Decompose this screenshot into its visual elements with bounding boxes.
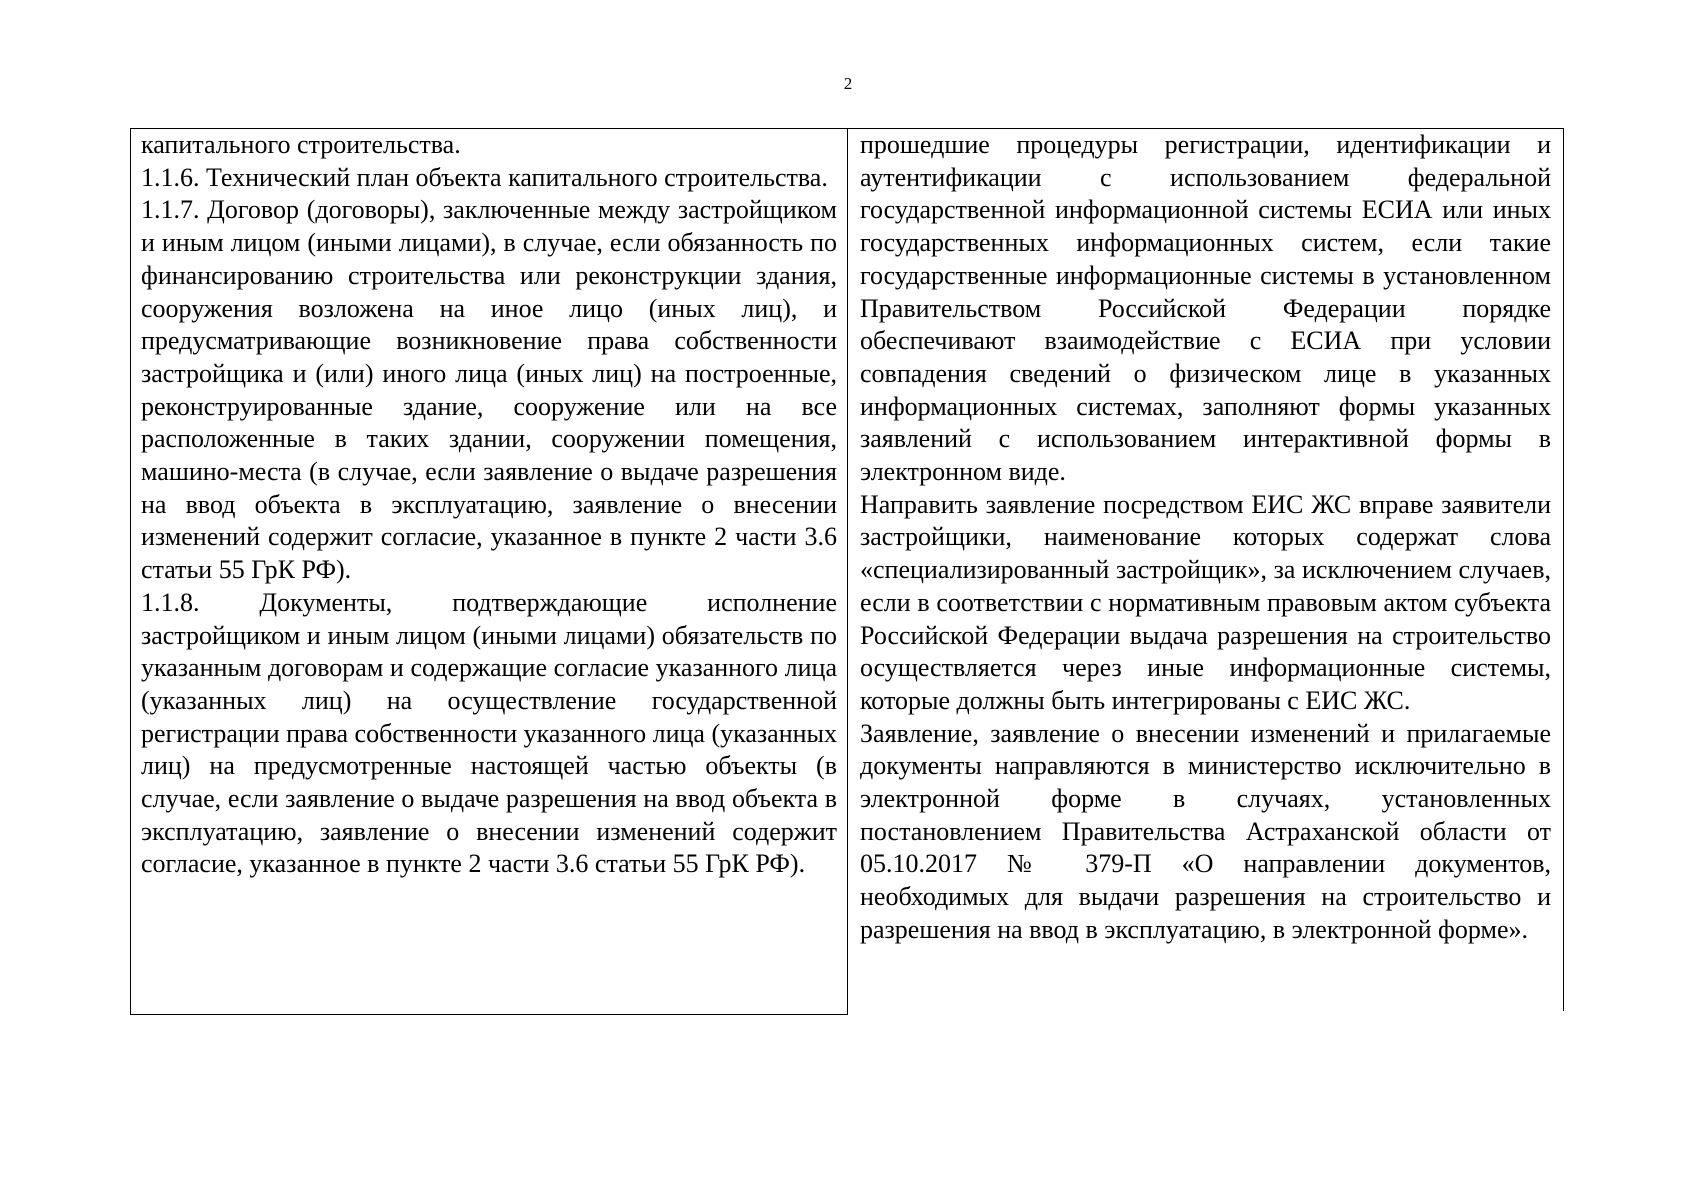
document-table: [130, 128, 1564, 1018]
left-paragraph-1-1-6: 1.1.6. Технический план объекта капитального строительства.: [141, 162, 828, 192]
right-paragraph-eis-zhs: Направить заявление посредством ЕИС ЖС вправе заявители застройщики, наименование которых содержат слова «специализированный застройщик», за исключением случаев, если в соответствии с нормативным правовым актом субъекта Российской Федерации выдача разрешения на строительство осуществляется через иные информационные системы, которые должны быть интегрированы с ЕИС ЖС.: [860, 489, 1551, 715]
right-column-text: [848, 129, 1563, 947]
left-paragraph-1-1-8: 1.1.8. Документы, подтверждающие исполнение застройщиком и иным лицом (иными лицами) обязательств по указанным договорам и содержащие согласие указанного лица (указанных лиц) на осуществление государственной регистрации права собственности указанного лица (указанных лиц) на предусмотренные настоящей частью объекты (в случае, если заявление о выдаче разрешения на ввод объекта в эксплуатацию, заявление о внесении изменений содержит согласие, указанное в пункте 2 части 3.6 статьи 55 ГрК РФ).: [141, 587, 837, 879]
right-paragraph-electronic-form: Заявление, заявление о внесении изменений и прилагаемые документы направляются в министерство исключительно в электронной форме в случаях, установленных постановлением Правительства Астраханской области от 05.10.2017 № 379-П «О направлении документов, необходимых для выдачи разрешения на строительство и разрешения на ввод в эксплуатацию, в электронной форме».: [860, 718, 1551, 944]
left-column-text: [131, 129, 847, 881]
right-column-cell: [848, 128, 1564, 1011]
right-paragraph-continuation: прошедшие процедуры регистрации, идентификации и аутентификации с использованием федеральной государственной информационной системы ЕСИА или иных государственных информационных систем, если такие государственные информационные системы в установленном Правительством Российской Федерации порядке обеспечивают взаимодействие с ЕСИА при условии совпадения сведений о физическом лице в указанных информационных системах, заполняют формы указанных заявлений с использованием интерактивной формы в электронном виде.: [860, 130, 1551, 487]
left-paragraph-continuation: капитального строительства.: [141, 130, 461, 159]
left-column-cell: [130, 128, 848, 1015]
left-paragraph-1-1-7: 1.1.7. Договор (договоры), заключенные между застройщиком и иным лицом (иными лицами), в случае, если обязанность по финансированию строительства или реконструкции здания, сооружения возложена на иное лицо (иных лиц), и предусматривающие возникновение права собственности застройщика и (или) иного лица (иных лиц) на построенные, реконструированные здание, сооружение или на все расположенные в таких здании, сооружении помещения, машино-места (в случае, если заявление о выдаче разрешения на ввод объекта в эксплуатацию, заявление о внесении изменений содержит согласие, указанное в пункте 2 части 3.6 статьи 55 ГрК РФ).: [141, 195, 837, 585]
page-number: 2: [843, 74, 853, 93]
